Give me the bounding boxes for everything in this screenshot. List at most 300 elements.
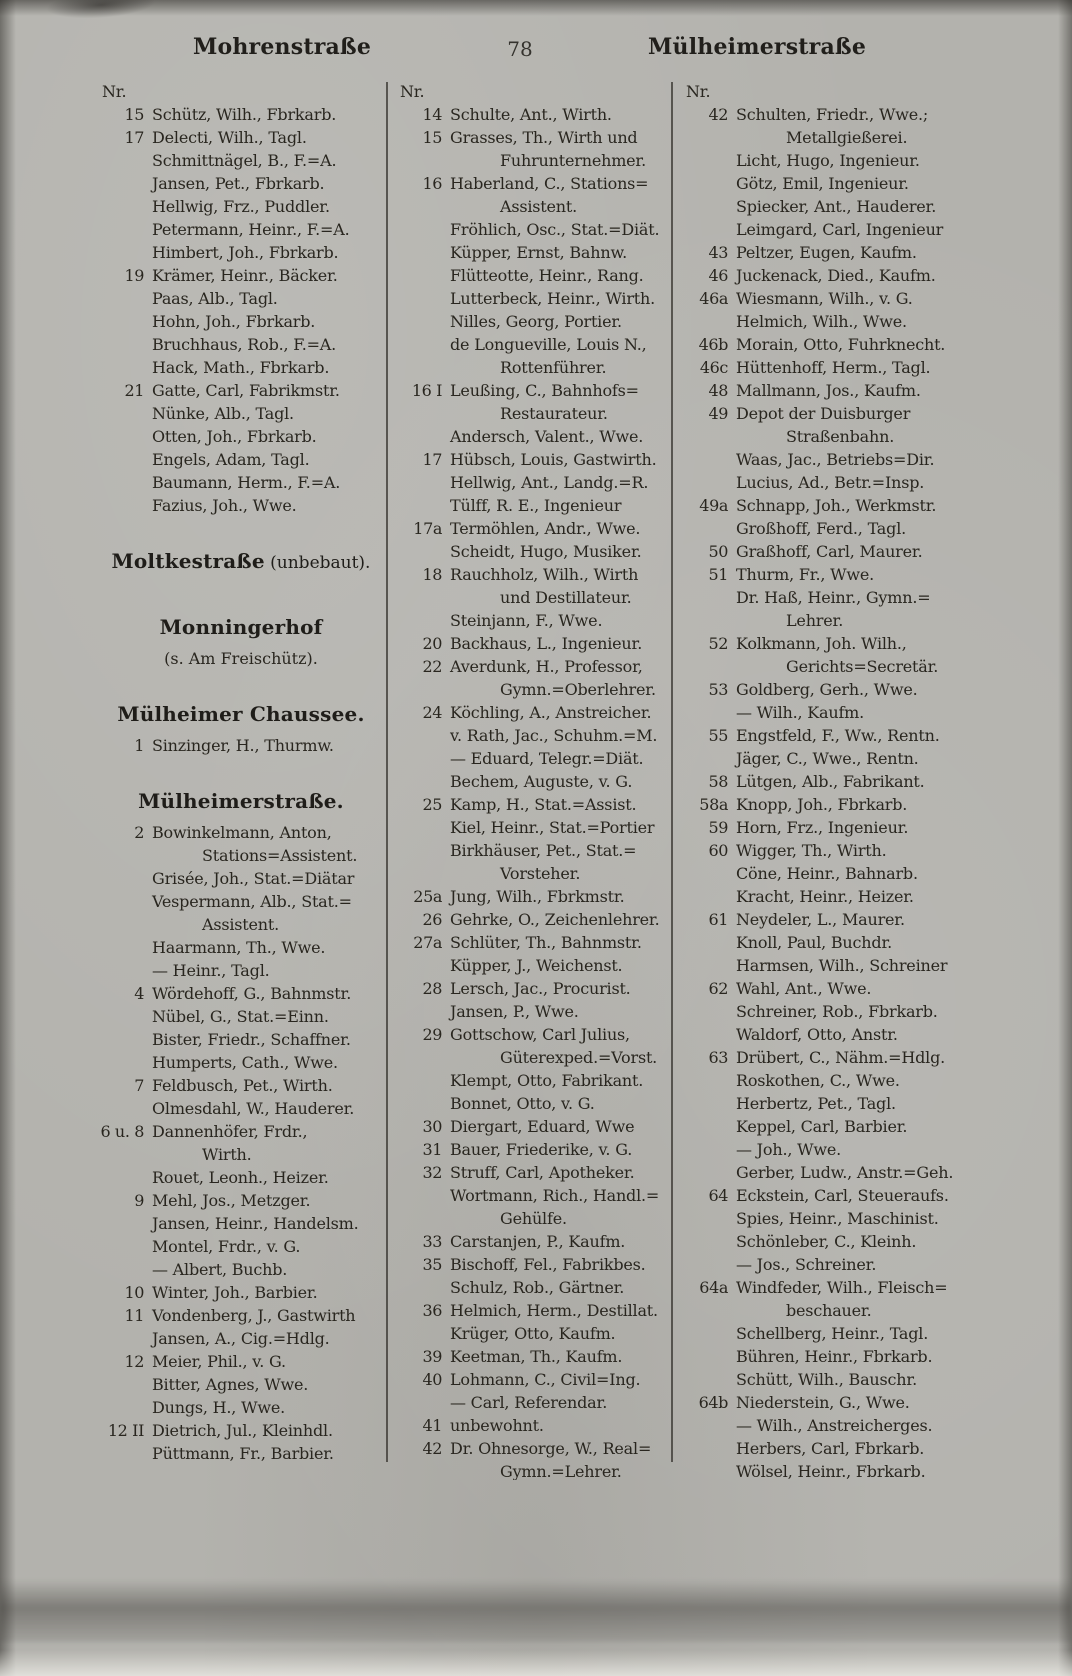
- entry-text: Baumann, Herm., F.=A.: [152, 473, 341, 492]
- house-number: 36: [422, 1301, 442, 1320]
- entry-text: Gehülfe.: [500, 1209, 567, 1228]
- directory-entry: [98, 241, 384, 264]
- directory-entry: [682, 1023, 972, 1046]
- house-number: 42: [708, 105, 728, 124]
- directory-entry: [682, 563, 972, 586]
- directory-entry: [682, 1276, 972, 1299]
- directory-entry: [396, 494, 669, 517]
- entry-text: Struff, Carl, Apotheker.: [450, 1163, 635, 1182]
- entry-text: Bischoff, Fel., Fabrikbes.: [450, 1255, 646, 1274]
- house-number: 29: [422, 1025, 442, 1044]
- directory-entry: [396, 1368, 669, 1391]
- house-number: 19: [124, 266, 144, 285]
- entry-text: Haberland, C., Stations=: [450, 174, 649, 193]
- directory-entry: [396, 1092, 669, 1115]
- directory-entry: [98, 1005, 384, 1028]
- directory-entry: [98, 172, 384, 195]
- entry-text: Spiecker, Ant., Hauderer.: [736, 197, 937, 216]
- entry-text: Windfeder, Wilh., Fleisch=: [736, 1278, 948, 1297]
- house-number: 50: [708, 542, 728, 561]
- directory-entry: [396, 931, 669, 954]
- entry-text: Kracht, Heinr., Heizer.: [736, 887, 914, 906]
- directory-entry: [682, 954, 972, 977]
- directory-entry: [682, 1000, 972, 1023]
- directory-entry: [396, 839, 669, 862]
- directory-entry: [98, 1281, 384, 1304]
- entry-text: Diergart, Eduard, Wwe: [450, 1117, 635, 1136]
- house-number: 48: [708, 381, 728, 400]
- entry-text: Schnapp, Joh., Werkmstr.: [736, 496, 937, 515]
- house-number: 51: [708, 565, 728, 584]
- street-heading-name: Mülheimerstraße.: [138, 789, 344, 813]
- entry-text: Stations=Assistent.: [202, 846, 358, 865]
- entry-text: Leußing, C., Bahnhofs=: [450, 381, 639, 400]
- house-number: 32: [422, 1163, 442, 1182]
- directory-entry: [98, 1419, 384, 1442]
- entry-text: Goldberg, Gerh., Wwe.: [736, 680, 918, 699]
- entry-text: de Longueville, Louis N.,: [450, 335, 647, 354]
- entry-text: Hellwig, Frz., Puddler.: [152, 197, 330, 216]
- entry-text: Wördehoff, G., Bahnmstr.: [152, 984, 352, 1003]
- entry-text: Backhaus, L., Ingenieur.: [450, 634, 643, 653]
- directory-entry: [682, 701, 972, 724]
- entry-text: Birkhäuser, Pet., Stat.=: [450, 841, 637, 860]
- house-number: 64b: [698, 1393, 728, 1412]
- directory-entry: [682, 356, 972, 379]
- entry-text: Meier, Phil., v. G.: [152, 1352, 286, 1371]
- entry-text: unbewohnt.: [450, 1416, 544, 1435]
- directory-entry: [396, 563, 669, 586]
- directory-entry: [682, 1437, 972, 1460]
- directory-entry: [682, 747, 972, 770]
- directory-entry: [396, 1345, 669, 1368]
- directory-entry: [396, 816, 669, 839]
- directory-entry: [682, 862, 972, 885]
- entry-text: Winter, Joh., Barbier.: [152, 1283, 318, 1302]
- street-heading-name: Mülheimer Chaussee.: [117, 702, 365, 726]
- entry-text: Rauchholz, Wilh., Wirth: [450, 565, 639, 584]
- directory-entry: [98, 1304, 384, 1327]
- directory-entry: [98, 734, 384, 757]
- directory-entry: [682, 241, 972, 264]
- directory-entry: [682, 931, 972, 954]
- entry-text: Dr. Ohnesorge, W., Real=: [450, 1439, 652, 1458]
- house-number: 17: [124, 128, 144, 147]
- house-number: 63: [708, 1048, 728, 1067]
- directory-entry: [682, 1414, 972, 1437]
- directory-entry: [98, 471, 384, 494]
- directory-entry: [98, 1327, 384, 1350]
- directory-entry: [396, 1322, 669, 1345]
- house-number: 58a: [699, 795, 728, 814]
- directory-entry: [682, 1161, 972, 1184]
- directory-entry: [98, 1028, 384, 1051]
- entry-text: Dr. Haß, Heinr., Gymn.=: [736, 588, 931, 607]
- entry-text: Juckenack, Died., Kaufm.: [736, 266, 936, 285]
- house-number: 31: [422, 1140, 442, 1159]
- house-number: 58: [708, 772, 728, 791]
- entry-text: Wortmann, Rich., Handl.=: [450, 1186, 660, 1205]
- entry-text: Lütgen, Alb., Fabrikant.: [736, 772, 925, 791]
- directory-entry: [98, 1350, 384, 1373]
- entry-text: Schulten, Friedr., Wwe.;: [736, 105, 929, 124]
- directory-column-right: [682, 80, 972, 1480]
- entry-text: Carstanjen, P., Kaufm.: [450, 1232, 626, 1251]
- directory-entry: [682, 816, 972, 839]
- directory-entry: [98, 1097, 384, 1120]
- entry-text: Gymn.=Lehrer.: [500, 1462, 622, 1480]
- house-number: 12: [124, 1352, 144, 1371]
- directory-entry: [396, 655, 669, 678]
- entry-text: Schulz, Rob., Gärtner.: [450, 1278, 625, 1297]
- directory-entry: [396, 1046, 669, 1069]
- house-number: 42: [422, 1439, 442, 1458]
- entry-text: Otten, Joh., Fbrkarb.: [152, 427, 317, 446]
- entry-text: Nilles, Georg, Portier.: [450, 312, 622, 331]
- directory-entry: [682, 333, 972, 356]
- entry-text: Grisée, Joh., Stat.=Diätar: [152, 869, 355, 888]
- entry-text: Straßenbahn.: [786, 427, 895, 446]
- directory-entry: [682, 632, 972, 655]
- directory-entry: [396, 1391, 669, 1414]
- entry-text: Peltzer, Eugen, Kaufm.: [736, 243, 917, 262]
- directory-entry: [98, 218, 384, 241]
- entry-text: Graßhoff, Carl, Maurer.: [736, 542, 923, 561]
- directory-column-left: [98, 80, 384, 1490]
- directory-entry: [682, 1322, 972, 1345]
- directory-entry: [396, 747, 669, 770]
- scan-edge-bottom: [0, 1650, 1072, 1676]
- entry-text: Schönleber, C., Kleinh.: [736, 1232, 917, 1251]
- house-number: 20: [422, 634, 442, 653]
- entry-text: Vespermann, Alb., Stat.=: [152, 892, 352, 911]
- directory-entry: [396, 1276, 669, 1299]
- entry-text: Montel, Frdr., v. G.: [152, 1237, 301, 1256]
- directory-entry: [396, 885, 669, 908]
- directory-entry: [682, 1391, 972, 1414]
- directory-entry: [682, 448, 972, 471]
- house-number: 12 II: [107, 1421, 144, 1440]
- directory-entry: [682, 770, 972, 793]
- directory-entry: [682, 402, 972, 425]
- directory-entry: [396, 1230, 669, 1253]
- entry-text: Jung, Wilh., Fbrkmstr.: [450, 887, 625, 906]
- entry-text: Dungs, H., Wwe.: [152, 1398, 285, 1417]
- directory-entry: [98, 1235, 384, 1258]
- entry-text: Bitter, Agnes, Wwe.: [152, 1375, 309, 1394]
- entry-text: Waldorf, Otto, Anstr.: [736, 1025, 898, 1044]
- column-divider: [386, 82, 388, 1462]
- entry-text: Fazius, Joh., Wwe.: [152, 496, 297, 515]
- directory-entry: [396, 1138, 669, 1161]
- entry-text: Jansen, Pet., Fbrkarb.: [152, 174, 325, 193]
- entry-text: Engels, Adam, Tagl.: [152, 450, 310, 469]
- entry-text: — Jos., Schreiner.: [736, 1255, 877, 1274]
- directory-entry: [682, 839, 972, 862]
- entry-text: Himbert, Joh., Fbrkarb.: [152, 243, 339, 262]
- house-number: 10: [124, 1283, 144, 1302]
- directory-entry: [98, 936, 384, 959]
- column-gap: [98, 670, 384, 686]
- entry-text: Bauer, Friederike, v. G.: [450, 1140, 633, 1159]
- directory-entry: [396, 126, 669, 149]
- scan-artifact-bottom-band: [0, 1580, 1072, 1642]
- entry-text: Lersch, Jac., Procurist.: [450, 979, 631, 998]
- directory-entry: [98, 1166, 384, 1189]
- entry-text: Flütteotte, Heinr., Rang.: [450, 266, 644, 285]
- directory-entry: [682, 471, 972, 494]
- directory-entry: [396, 402, 669, 425]
- directory-entry: [396, 609, 669, 632]
- entry-text: Bowinkelmann, Anton,: [152, 823, 332, 842]
- entry-text: Mehl, Jos., Metzger.: [152, 1191, 311, 1210]
- entry-text: Drübert, C., Nähm.=Hdlg.: [736, 1048, 946, 1067]
- entry-text: Schütz, Wilh., Fbrkarb.: [152, 105, 337, 124]
- house-number: 18: [422, 565, 442, 584]
- entry-text: Leimgard, Carl, Ingenieur: [736, 220, 944, 239]
- entry-text: Jansen, P., Wwe.: [450, 1002, 579, 1021]
- column-divider: [671, 82, 673, 1462]
- house-number: 25: [422, 795, 442, 814]
- directory-entry: [98, 494, 384, 517]
- directory-entry: [98, 890, 384, 913]
- directory-entry: [682, 310, 972, 333]
- entry-text: Rouet, Leonh., Heizer.: [152, 1168, 329, 1187]
- entry-text: Herbertz, Pet., Tagl.: [736, 1094, 896, 1113]
- entry-text: v. Rath, Jac., Schuhm.=M.: [450, 726, 658, 745]
- entry-text: Keppel, Carl, Barbier.: [736, 1117, 908, 1136]
- entry-text: Humperts, Cath., Wwe.: [152, 1053, 338, 1072]
- directory-entry: [682, 540, 972, 563]
- entry-text: Hack, Math., Fbrkarb.: [152, 358, 330, 377]
- scan-edge-top: [0, 0, 1072, 16]
- directory-entry: [98, 379, 384, 402]
- directory-entry: [682, 218, 972, 241]
- directory-entry: [98, 333, 384, 356]
- entry-text: Hohn, Joh., Fbrkarb.: [152, 312, 316, 331]
- street-heading-name: Moltkestraße: [111, 549, 265, 573]
- directory-entry: [682, 885, 972, 908]
- house-number: 46: [708, 266, 728, 285]
- house-number: 46b: [698, 335, 728, 354]
- entry-text: Püttmann, Fr., Barbier.: [152, 1444, 334, 1463]
- entry-text: Andersch, Valent., Wwe.: [450, 427, 644, 446]
- directory-entry: [682, 609, 972, 632]
- house-number: 40: [422, 1370, 442, 1389]
- entry-text: Schulte, Ant., Wirth.: [450, 105, 612, 124]
- entry-text: Lehrer.: [786, 611, 844, 630]
- entry-text: Klempt, Otto, Fabrikant.: [450, 1071, 644, 1090]
- directory-entry: [682, 1046, 972, 1069]
- house-number: 28: [422, 979, 442, 998]
- entry-text: Nünke, Alb., Tagl.: [152, 404, 294, 423]
- directory-entry: [682, 1345, 972, 1368]
- directory-entry: [98, 448, 384, 471]
- entry-text: Fuhrunternehmer.: [500, 151, 647, 170]
- house-number: 22: [422, 657, 442, 676]
- entry-text: Wirth.: [202, 1145, 252, 1164]
- entry-text: Wölsel, Heinr., Fbrkarb.: [736, 1462, 926, 1480]
- street-heading: [98, 788, 384, 814]
- entry-text: — Wilh., Kaufm.: [736, 703, 865, 722]
- entry-text: Knoll, Paul, Buchdr.: [736, 933, 893, 952]
- directory-entry: [396, 356, 669, 379]
- directory-entry: [396, 103, 669, 126]
- directory-entry: [682, 977, 972, 1000]
- street-crossreference: (s. Am Freischütz).: [164, 649, 318, 668]
- directory-entry: [682, 908, 972, 931]
- street-heading: [98, 614, 384, 640]
- entry-text: Bühren, Heinr., Fbrkarb.: [736, 1347, 933, 1366]
- directory-entry: [396, 1437, 669, 1460]
- entry-text: Großhoff, Ferd., Tagl.: [736, 519, 906, 538]
- directory-entry: [98, 103, 384, 126]
- directory-entry: [396, 310, 669, 333]
- entry-text: Morain, Otto, Fuhrknecht.: [736, 335, 946, 354]
- directory-entry: [98, 1120, 384, 1143]
- directory-entry: [396, 770, 669, 793]
- directory-entry: [98, 356, 384, 379]
- directory-entry: [98, 1442, 384, 1465]
- house-number: 60: [708, 841, 728, 860]
- directory-entry: [396, 724, 669, 747]
- entry-text: — Eduard, Telegr.=Diät.: [450, 749, 644, 768]
- entry-text: Feldbusch, Pet., Wirth.: [152, 1076, 333, 1095]
- entry-text: Wahl, Ant., Wwe.: [736, 979, 872, 998]
- house-number: 49: [708, 404, 728, 423]
- directory-entry: [682, 1253, 972, 1276]
- entry-text: und Destillateur.: [500, 588, 632, 607]
- entry-text: Schellberg, Heinr., Tagl.: [736, 1324, 929, 1343]
- directory-entry: [98, 195, 384, 218]
- entry-text: Engstfeld, F., Ww., Rentn.: [736, 726, 940, 745]
- directory-entry: [396, 287, 669, 310]
- entry-text: Bechem, Auguste, v. G.: [450, 772, 633, 791]
- entry-text: Delecti, Wilh., Tagl.: [152, 128, 307, 147]
- entry-text: Güterexped.=Vorst.: [500, 1048, 658, 1067]
- entry-text: Küpper, Ernst, Bahnw.: [450, 243, 627, 262]
- entry-text: Waas, Jac., Betriebs=Dir.: [736, 450, 935, 469]
- house-number: 24: [422, 703, 442, 722]
- directory-entry: [396, 540, 669, 563]
- house-number: 53: [708, 680, 728, 699]
- directory-entry: [98, 310, 384, 333]
- directory-entry: [98, 1051, 384, 1074]
- directory-entry: [396, 632, 669, 655]
- entry-text: Krüger, Otto, Kaufm.: [450, 1324, 616, 1343]
- entry-text: Bruchhaus, Rob., F.=A.: [152, 335, 337, 354]
- directory-entry: [396, 425, 669, 448]
- scan-artifact-top-left: [45, 0, 157, 22]
- entry-text: Herbers, Carl, Fbrkarb.: [736, 1439, 925, 1458]
- directory-entry: [682, 586, 972, 609]
- directory-entry: [396, 908, 669, 931]
- house-number: 17: [422, 450, 442, 469]
- directory-entry: [682, 517, 972, 540]
- house-number: 61: [708, 910, 728, 929]
- directory-entry: [396, 1253, 669, 1276]
- entry-text: Thurm, Fr., Wwe.: [736, 565, 875, 584]
- house-number: 4: [134, 984, 144, 1003]
- directory-entry: [396, 517, 669, 540]
- directory-entry: [682, 425, 972, 448]
- house-number: 64: [708, 1186, 728, 1205]
- directory-entry: [396, 218, 669, 241]
- directory-entry: [682, 1460, 972, 1480]
- entry-text: Fröhlich, Osc., Stat.=Diät.: [450, 220, 660, 239]
- entry-text: Hübsch, Louis, Gastwirth.: [450, 450, 657, 469]
- column-gap: [98, 583, 384, 599]
- entry-text: Keetman, Th., Kaufm.: [450, 1347, 623, 1366]
- entry-text: Niederstein, G., Wwe.: [736, 1393, 910, 1412]
- directory-entry: [396, 1023, 669, 1046]
- entry-text: Assistent.: [202, 915, 280, 934]
- entry-text: — Albert, Buchb.: [152, 1260, 288, 1279]
- entry-text: Gerber, Ludw., Anstr.=Geh.: [736, 1163, 954, 1182]
- directory-entry: [98, 1143, 384, 1166]
- street-heading-name: Monningerhof: [159, 615, 323, 639]
- entry-text: Küpper, J., Weichenst.: [450, 956, 623, 975]
- house-number: 52: [708, 634, 728, 653]
- column-gap: [98, 517, 384, 533]
- house-number: 55: [708, 726, 728, 745]
- entry-text: — Heinr., Tagl.: [152, 961, 270, 980]
- entry-text: Jäger, C., Wwe., Rentn.: [736, 749, 919, 768]
- directory-entry: [396, 379, 669, 402]
- entry-text: Knopp, Joh., Fbrkarb.: [736, 795, 908, 814]
- house-number: 6 u. 8: [100, 1122, 144, 1141]
- directory-entry: [396, 241, 669, 264]
- entry-text: Roskothen, C., Wwe.: [736, 1071, 900, 1090]
- entry-text: Schütt, Wilh., Bauschr.: [736, 1370, 917, 1389]
- house-number: 15: [422, 128, 442, 147]
- directory-entry: [396, 1460, 669, 1480]
- directory-entry: [98, 1189, 384, 1212]
- directory-entry: [682, 724, 972, 747]
- entry-text: Steinjann, F., Wwe.: [450, 611, 603, 630]
- entry-text: Schlüter, Th., Bahnmstr.: [450, 933, 642, 952]
- directory-entry: [396, 172, 669, 195]
- directory-entry: [682, 1184, 972, 1207]
- directory-entry: [98, 1396, 384, 1419]
- entry-text: Jansen, A., Cig.=Hdlg.: [152, 1329, 330, 1348]
- directory-entry: [396, 471, 669, 494]
- entry-text: Cöne, Heinr., Bahnarb.: [736, 864, 918, 883]
- directory-entry: [98, 913, 384, 936]
- entry-text: Lucius, Ad., Betr.=Insp.: [736, 473, 925, 492]
- house-number: 41: [422, 1416, 442, 1435]
- directory-entry: [98, 959, 384, 982]
- entry-text: Haarmann, Th., Wwe.: [152, 938, 326, 957]
- house-number: 1: [134, 736, 144, 755]
- entry-text: Assistent.: [500, 197, 578, 216]
- entry-text: Vorsteher.: [500, 864, 581, 883]
- house-number: 7: [134, 1076, 144, 1095]
- entry-text: Schreiner, Rob., Fbrkarb.: [736, 1002, 938, 1021]
- entry-text: Gottschow, Carl Julius,: [450, 1025, 630, 1044]
- house-number: 21: [124, 381, 144, 400]
- house-number: 46c: [699, 358, 728, 377]
- entry-text: Dannenhöfer, Frdr.,: [152, 1122, 308, 1141]
- directory-entry: [682, 494, 972, 517]
- directory-entry: [396, 793, 669, 816]
- directory-entry: [396, 195, 669, 218]
- directory-entry: [682, 379, 972, 402]
- entry-text: — Wilh., Anstreicherges.: [736, 1416, 933, 1435]
- house-number: 2: [134, 823, 144, 842]
- entry-text: Helmich, Herm., Destillat.: [450, 1301, 658, 1320]
- house-number: 33: [422, 1232, 442, 1251]
